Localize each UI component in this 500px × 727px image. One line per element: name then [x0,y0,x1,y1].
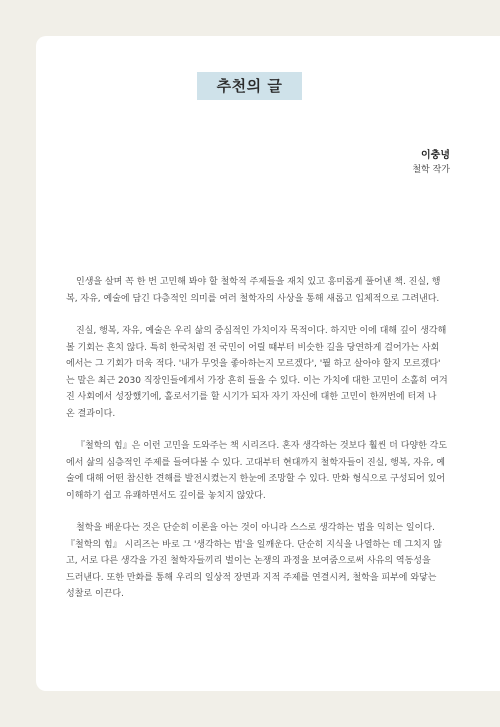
text-line: 진실, 행복, 자유, 예술은 우리 삶의 중심적인 가치이자 목적이다. 하지만 이에 대해 깊이 생각해 [76,326,447,336]
text-line: 볼 기회는 흔치 않다. 특히 한국처럼 전 국민이 어릴 때부터 비슷한 길을 당연하게 걸어가는 사회 [66,342,440,353]
paragraph [66,438,456,504]
text-line: 『철학의 힘』은 이런 고민을 도와주는 책 시리즈다. 혼자 생각하는 것보다 훨씬 더 다양한 각도 [76,441,448,451]
text-line: 인생을 살며 꼭 한 번 고민해 봐야 할 철학적 주제들을 재치 있고 흥미롭게 풀어낸 책. 진실, 행 [76,277,441,287]
author-role: 철학 작가 [412,165,450,175]
text-line: 철학을 배운다는 것은 단순히 이론을 아는 것이 아니라 스스로 생각하는 법을 익히는 일이다. [76,523,435,533]
text-line: 온 결과이다. [66,408,116,419]
page-sheet [36,36,500,691]
text-line: 복, 자유, 예술에 담긴 다층적인 의미를 여러 철학자의 사상을 통해 새롭고 입체적으로 그려낸다. [66,293,440,304]
paragraph [66,520,456,603]
author-name: 이충녕 [421,150,450,161]
text-line: 『철학의 힘』 시리즈는 바로 그 '생각하는 법'을 일깨운다. 단순히 지식을 나열하는 데 그치지 않 [66,539,442,550]
text-line: 이해하기 쉽고 유쾌하면서도 깊이를 놓치지 않았다. [66,490,266,501]
text-line: 진 사회에서 성장했기에, 홀로서기를 할 시기가 되자 자기 자신에 대한 고민이 한꺼번에 터져 나 [66,392,437,402]
body-text [66,274,456,619]
paragraph [66,274,456,307]
paragraph [66,323,456,422]
text-line: 는 말은 최근 2030 직장인들에게서 가장 흔히 들을 수 있다. 이는 가치에 대한 고민이 소홀히 여겨 [66,375,448,386]
text-line: 성찰로 이끈다. [66,589,124,599]
section-title: 추천의 글 [197,72,302,100]
text-line: 에서 삶의 심층적인 주제를 들여다볼 수 있다. 고대부터 현대까지 철학자들이 진실, 행복, 자유, 예 [66,457,446,468]
author-block [412,148,450,177]
text-line: 드러낸다. 또한 만화를 통해 우리의 일상적 장면과 지적 주제를 연결시켜, 철학을 피부에 와닿는 [66,572,437,583]
text-line: 술에 대해 어떤 참신한 견해를 발전시켰는지 한눈에 조망할 수 있다. 만화 형식으로 구성되어 있어 [66,474,446,484]
text-line: 에서는 그 기회가 더욱 적다. '내가 무엇을 좋아하는지 모르겠다', '뭘 하고 살아야 할지 모르겠다' [66,359,441,369]
text-line: 고, 서로 다른 생각을 가진 철학자들끼리 벌이는 논쟁의 과정을 보여줌으로써 사유의 역동성을 [66,556,431,566]
